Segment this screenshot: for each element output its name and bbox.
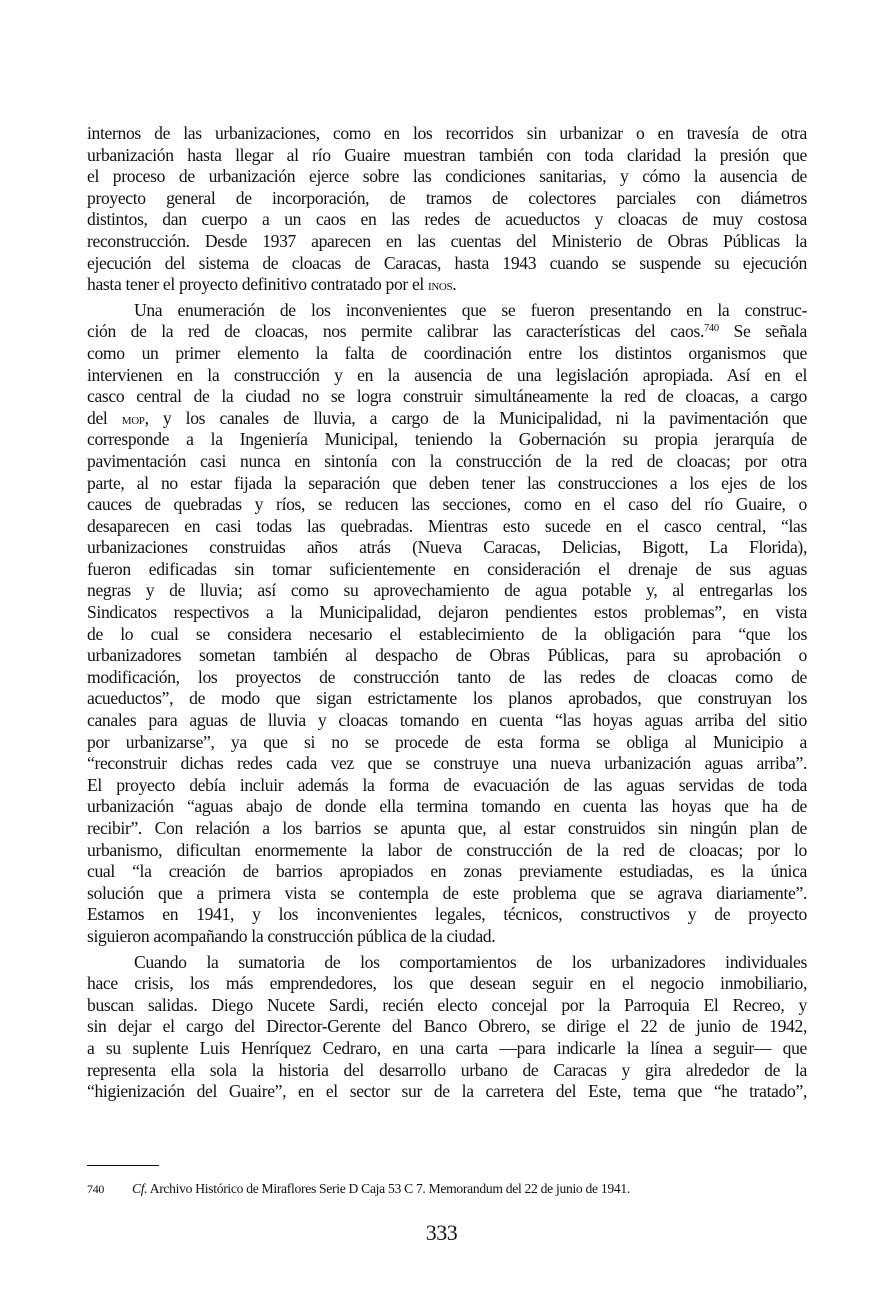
paragraph-2: [87, 300, 807, 948]
text-line: ejecución del sistema de cloacas de Caracas, hasta 1943 cuando se suspende su ejecución: [87, 252, 807, 273]
text-line: Sindicatos respectivos a la Municipalidad, dejaron pendientes estos problemas”, en vista: [87, 602, 807, 623]
text-line: recibir”. Con relación a los barrios se apunta que, al estar construidos sin ningún plan de: [87, 818, 807, 838]
text-segment: del: [87, 407, 122, 428]
text-line: internos de las urbanizaciones, como en los recorridos sin urbanizar o en travesía de otra: [87, 123, 807, 143]
text-segment: Se señala: [718, 321, 807, 342]
body-text: [87, 123, 807, 1107]
text-line: por urbanizarse”, ya que si no se procede de esta forma se obliga al Municipio a: [87, 731, 807, 752]
text-line: El proyecto debía incluir además la forma de evacuación de las aguas servidas de toda: [87, 774, 807, 795]
text-line: de lo cual se considera necesario el establecimiento de la obligación para “que los: [87, 623, 807, 644]
text-line: corresponde a la Ingeniería Municipal, teniendo la Gobernación su propia jerarquía de: [87, 429, 807, 450]
text-line: “higienización del Guaire”, en el sector sur de la carretera del Este, tema que “he tratado”,: [87, 1081, 807, 1102]
text-line: urbanizadores sometan también al despacho de Obras Públicas, para su aprobación o: [87, 645, 807, 666]
text-line: [87, 321, 807, 343]
text-line: [87, 274, 807, 296]
footnote-cf: Cf.: [132, 1181, 148, 1196]
footnote-reference[interactable]: 740: [704, 323, 719, 335]
text-line: cauces de quebradas y ríos, se reducen las secciones, como en el caso del río Guaire, o: [87, 494, 807, 515]
text-line: urbanizaciones construidas años atrás (Nueva Caracas, Delicias, Bigott, La Florida),: [87, 537, 807, 558]
text-line: [87, 408, 807, 430]
text-line: parte, al no estar fijada la separación que deben tener las construcciones a los ejes de los: [87, 472, 807, 493]
text-line: el proceso de urbanización ejerce sobre las condiciones sanitarias, y cómo la ausencia de: [87, 166, 807, 187]
text-line: distintos, dan cuerpo a un caos en las redes de acueductos y cloacas de muy costosa: [87, 209, 807, 230]
text-line: “reconstruir dichas redes cada vez que se construye una nueva urbanización aguas arriba”.: [87, 753, 807, 774]
text-line: modificación, los proyectos de construcción tanto de las redes de cloacas como de: [87, 666, 807, 687]
text-line: proyecto general de incorporación, de tramos de colectores parciales con diámetros: [87, 187, 807, 208]
text-line: negras y de lluvia; así como su aprovechamiento de agua potable y, al entregarlas los: [87, 580, 807, 601]
text-line: a su suplente Luis Henríquez Cedraro, en una carta —para indicarle la línea a seguir— que: [87, 1037, 807, 1058]
text-line: siguieron acompañando la construcción pública de la ciudad.: [87, 925, 496, 946]
acronym-inos: inos: [428, 276, 453, 295]
acronym-mop: mop: [121, 409, 145, 428]
text-line: buscan salidas. Diego Nucete Sardi, recién electo concejal por la Parroquia El Recreo, y: [87, 994, 807, 1015]
text-line: canales para aguas de lluvia y cloacas tomando en cuenta “las hoyas aguas arriba del sitio: [87, 710, 807, 731]
text-line: reconstrucción. Desde 1937 aparecen en las cuentas del Ministerio de Obras Públicas la: [87, 230, 807, 251]
text-line: representa ella sola la historia del desarrollo urbano de Caracas y gira alrededor de la: [87, 1059, 807, 1080]
text-line: Cuando la sumatoria de los comportamientos de los urbanizadores individuales: [134, 951, 807, 972]
text-line: urbanización “aguas abajo de donde ella termina tomando en cuenta las hoyas que ha de: [87, 796, 807, 817]
text-line: sin dejar el cargo del Director-Gerente del Banco Obrero, se dirige el 22 de junio de 1942,: [87, 1016, 807, 1037]
text-line: desaparecen en casi todas las quebradas. Mientras esto sucede en el casco central, “las: [87, 515, 807, 536]
paragraph-1: [87, 123, 807, 296]
text-line: solución que a primera vista se contempla de este problema que se agrava diariamente”.: [87, 882, 807, 903]
text-line: acueductos”, de modo que sigan estrictamente los planos aprobados, que construyan los: [87, 688, 807, 709]
text-line: casco central de la ciudad no se logra construir simultáneamente la red de cloacas, a cargo: [87, 386, 807, 407]
text-line: cual “la creación de barrios apropiados en zonas previamente estudiadas, es la única: [87, 861, 807, 882]
footnote-text: Archivo Histórico de Miraflores Serie D Caja 53 C 7. Memorandum del 22 de junio de 1941.: [147, 1181, 630, 1196]
page-number: 333: [425, 1220, 458, 1245]
paragraph-3: [87, 952, 807, 1103]
text-segment: hasta tener el proyecto definitivo contratado por el: [87, 274, 429, 295]
footnote-separator: [87, 1165, 159, 1166]
text-line: Una enumeración de los inconvenientes que se fueron presentando en la construc-: [134, 299, 807, 320]
text-line: hace crisis, los más emprendedores, los que desean seguir en el negocio inmobiliario,: [87, 973, 807, 994]
text-segment: .: [452, 274, 457, 295]
text-line: fueron edificadas sin tomar suficientemente en consideración el drenaje de sus aguas: [87, 558, 807, 579]
text-segment: , y los canales de lluvia, a cargo de la Municipalidad, ni la pavimentación que: [144, 407, 807, 428]
text-line: urbanización hasta llegar al río Guaire muestran también con toda claridad la presión que: [87, 144, 807, 165]
text-line: Estamos en 1941, y los inconvenientes legales, técnicos, constructivos y de proyecto: [87, 904, 807, 925]
footnote: [87, 1180, 807, 1198]
text-line: como un primer elemento la falta de coordinación entre los distintos organismos que: [87, 342, 807, 363]
text-line: urbanismo, dificultan enormemente la labor de construcción de la red de cloacas; por lo: [87, 839, 807, 860]
text-segment: ción de la red de cloacas, nos permite calibrar las características del caos.: [87, 321, 704, 342]
text-line: intervienen en la construcción y en la ausencia de una legislación apropiada. Así en el: [87, 364, 807, 385]
footnote-number: 740: [87, 1182, 105, 1196]
text-line: pavimentación casi nunca en sintonía con la construcción de la red de cloacas; por otra: [87, 450, 807, 471]
